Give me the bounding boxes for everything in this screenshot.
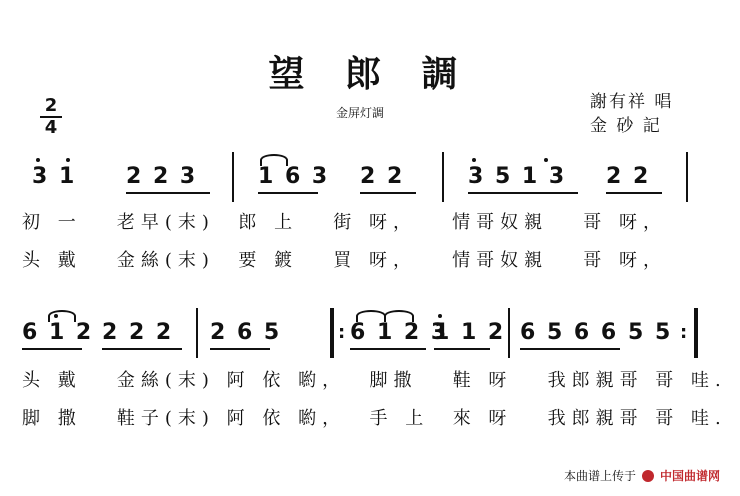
- barline: [442, 152, 444, 202]
- beam-line: [210, 348, 270, 350]
- octave-dot: [438, 314, 442, 318]
- lyric-line-1: 头 戴 金絲(末) 阿 依 喲， 脚撒 鞋 呀 我郎親哥 哥 哇.: [22, 370, 727, 391]
- note-group: 1 6 3: [258, 164, 330, 189]
- slur-mark: [356, 310, 386, 322]
- octave-dot: [544, 158, 548, 162]
- lyric-line-2: 脚 撒 鞋子(末) 阿 依 喲， 手 上 來 呀 我郎親哥 哥 哇.: [22, 408, 727, 429]
- site-logo-text[interactable]: 中国曲谱网: [659, 469, 720, 483]
- barline: [196, 308, 198, 358]
- repeat-end-barline: [694, 308, 698, 358]
- time-signature-bottom: 4: [44, 117, 58, 138]
- note-group: 6 5 6 6: [520, 320, 619, 345]
- note-group: 6 1 2 3: [350, 320, 449, 345]
- slur-mark: [384, 310, 414, 322]
- footer: [564, 467, 720, 484]
- note-group: 2 2: [360, 164, 405, 189]
- barline: [232, 152, 234, 202]
- genre-label: 金屏灯調: [335, 106, 384, 120]
- barline: [508, 308, 510, 358]
- octave-dot: [66, 158, 70, 162]
- lyric-line-2: 头 戴 金絲(末) 要 鍍 買 呀， 情哥奴親 哥 呀，: [22, 250, 668, 271]
- beam-line: [360, 192, 416, 194]
- slur-mark: [260, 154, 288, 166]
- lyric-line-1: 初 一 老早(末) 郎 上 街 呀， 情哥奴親 哥 呀，: [22, 212, 668, 233]
- footer-text: 本曲谱上传于: [563, 469, 636, 483]
- beam-line: [606, 192, 662, 194]
- note-group: 2 2 2: [102, 320, 174, 345]
- repeat-dots: :: [338, 322, 346, 343]
- recorder-credit: 金 砂 記: [590, 116, 662, 136]
- note-group: 2 2: [606, 164, 651, 189]
- octave-dot: [36, 158, 40, 162]
- octave-dot: [472, 158, 476, 162]
- note-group: 1 1 2: [434, 320, 506, 345]
- beam-line: [520, 348, 620, 350]
- slur-mark: [48, 310, 76, 322]
- time-signature: [40, 96, 62, 138]
- beam-line: [258, 192, 318, 194]
- note-group: 2 6 5: [210, 320, 282, 345]
- time-signature-top: 2: [44, 95, 58, 116]
- note-group: 5 5: [628, 320, 673, 345]
- note-group: 3 1: [32, 164, 77, 189]
- note-group: 6 1 2: [22, 320, 94, 345]
- song-title: 望 郎 調: [268, 53, 472, 95]
- beam-line: [468, 192, 578, 194]
- octave-dot: [54, 314, 58, 318]
- beam-line: [102, 348, 182, 350]
- site-logo-icon: [642, 470, 654, 482]
- beam-line: [350, 348, 426, 350]
- note-group: 3 5 1 3: [468, 164, 567, 189]
- repeat-start-barline: [330, 308, 334, 358]
- barline: [686, 152, 688, 202]
- beam-line: [126, 192, 210, 194]
- repeat-dots: :: [680, 322, 688, 343]
- singer-credit: 謝有祥 唱: [590, 92, 674, 112]
- beam-line: [434, 348, 490, 350]
- beam-line: [22, 348, 82, 350]
- credits: [590, 90, 673, 138]
- note-group: 2 2 3: [126, 164, 198, 189]
